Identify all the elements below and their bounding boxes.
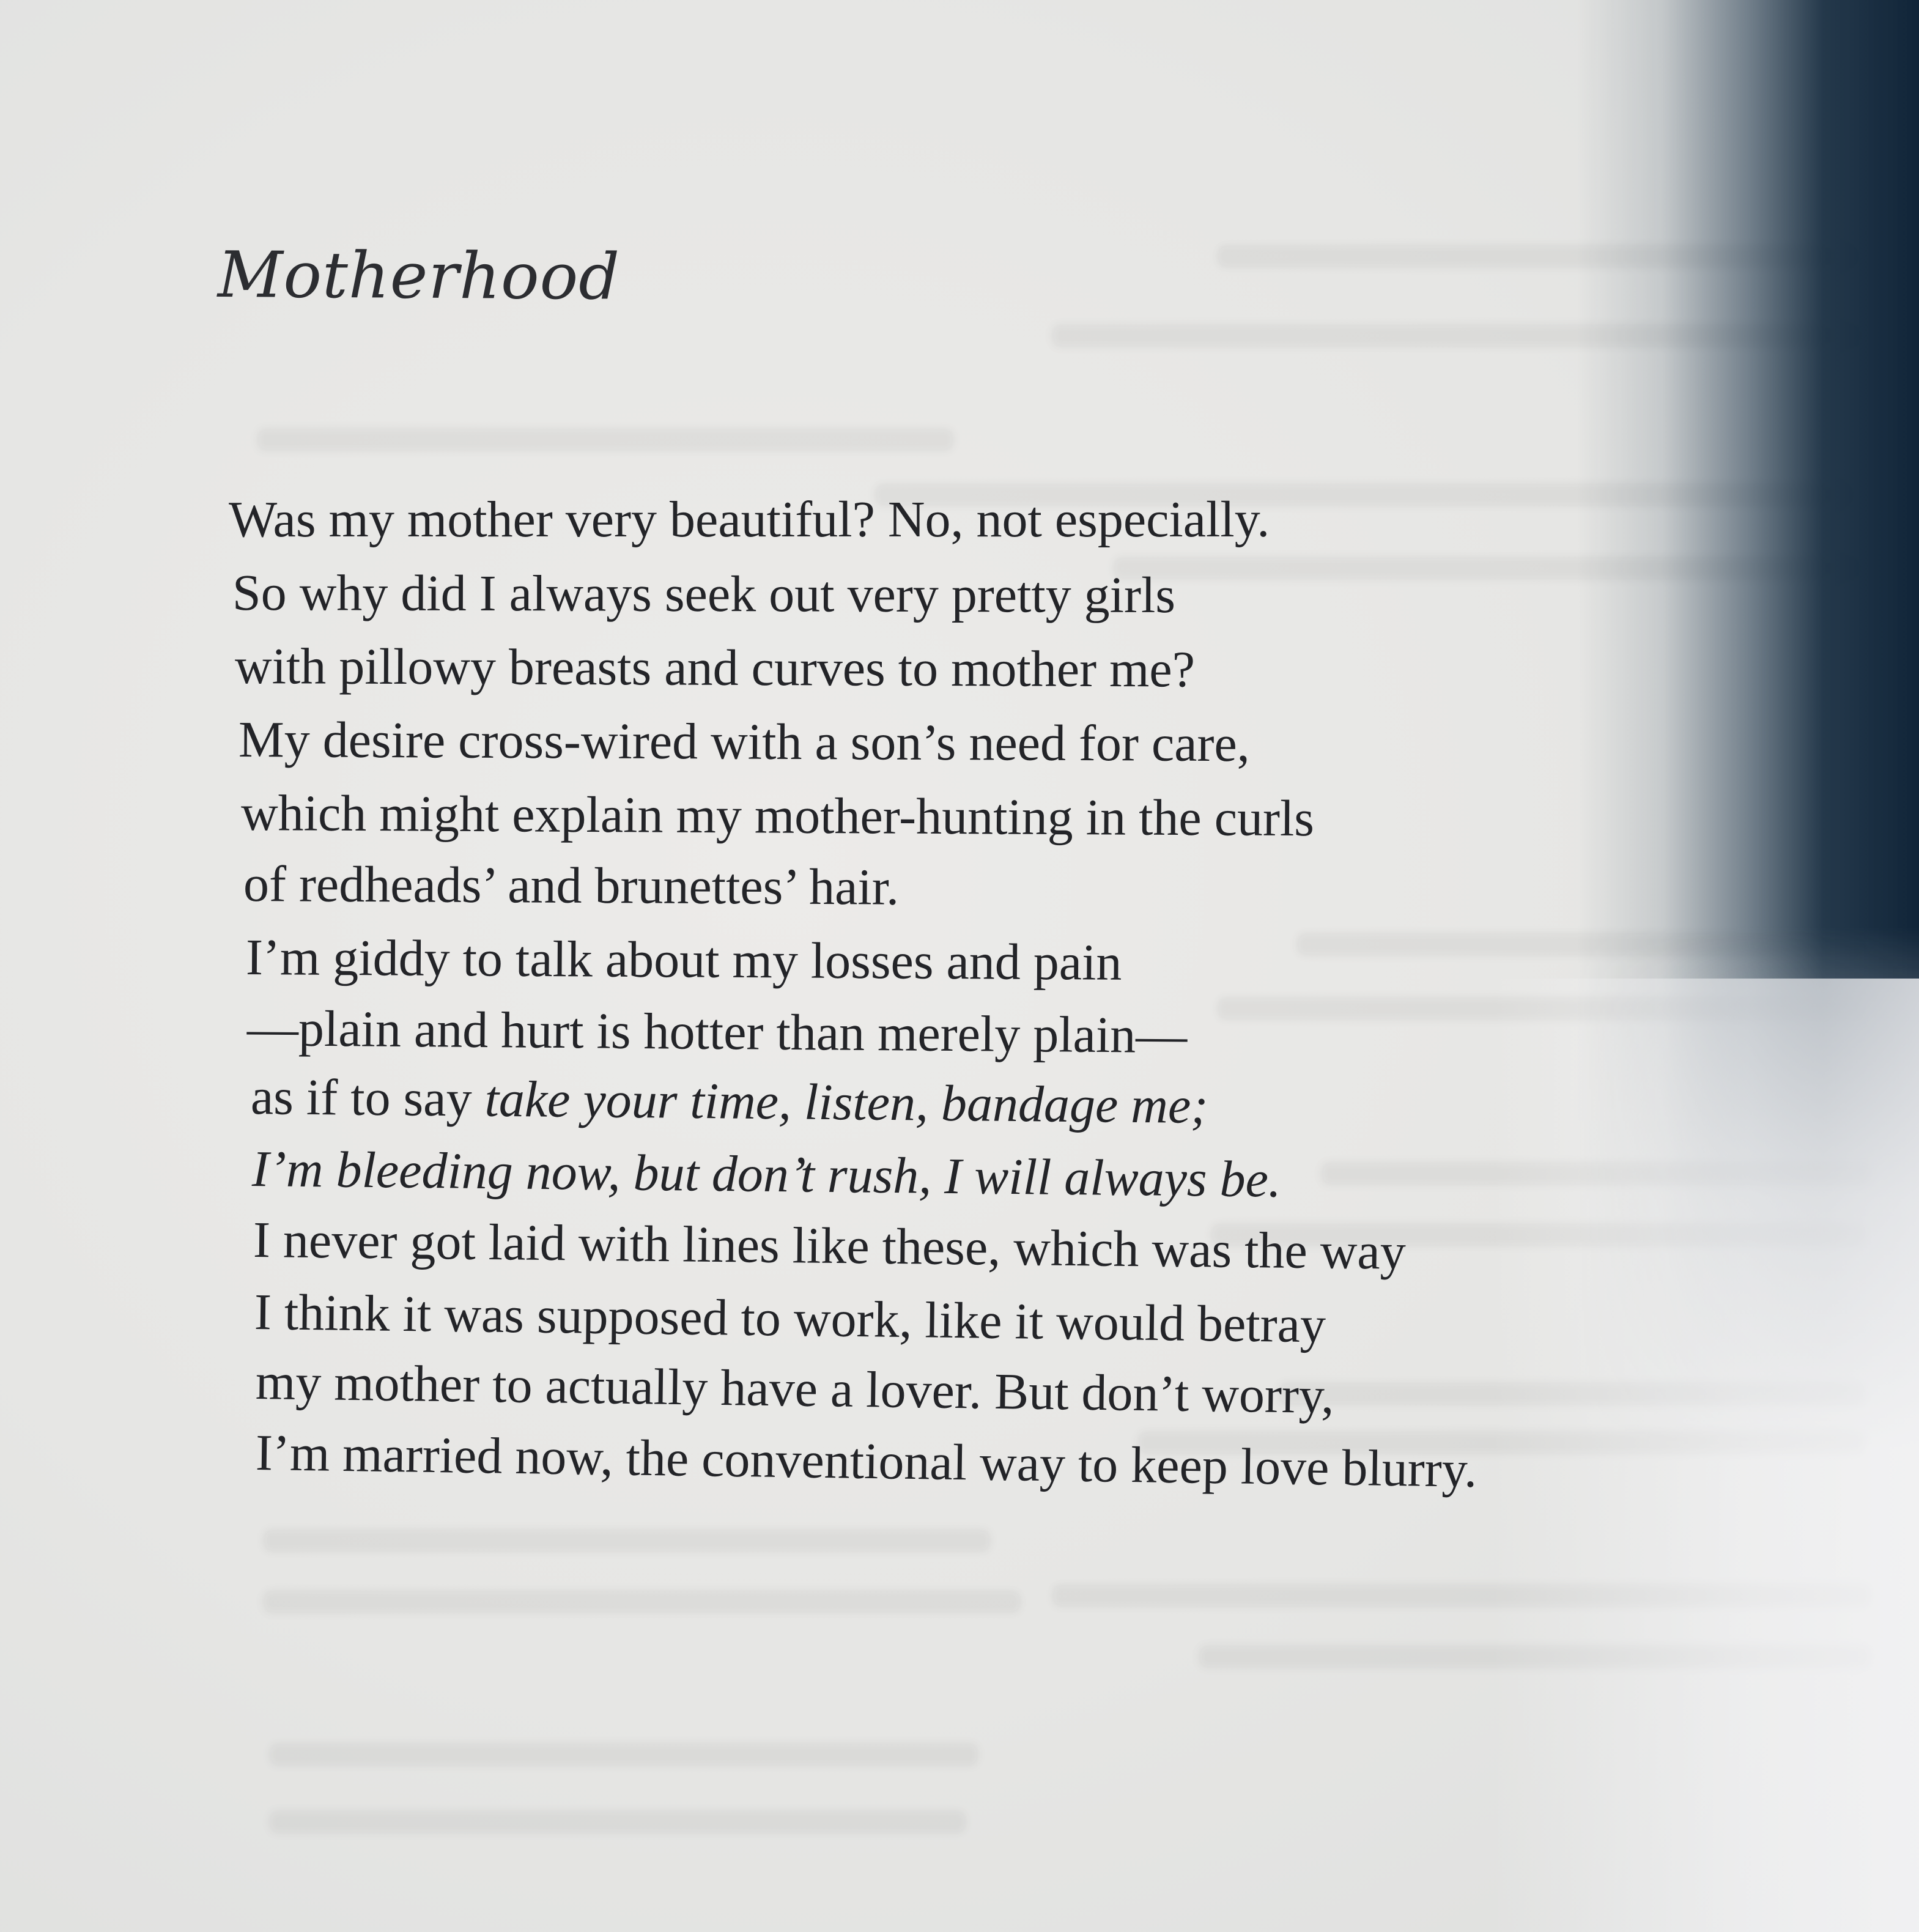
- poem-line: I think it was supposed to work, like it would betray: [254, 1284, 1326, 1354]
- poem-line: of redheads’ and brunettes’ hair.: [243, 856, 900, 916]
- poem-line: with pillowy breasts and curves to mother me?: [234, 638, 1196, 698]
- poem-line-italic: take your time, listen, bandage me;: [484, 1070, 1208, 1135]
- poem-line: [250, 1068, 1208, 1135]
- poem-line: So why did I always seek out very pretty girls: [232, 564, 1176, 624]
- poem-title: Motherhood: [217, 237, 621, 314]
- poem-line: my mother to actually have a lover. But don’t worry,: [255, 1353, 1335, 1425]
- poem-line: —plain and hurt is hotter than merely plain—: [246, 1000, 1188, 1065]
- poem-line: I’m giddy to talk about my losses and pain: [245, 929, 1122, 991]
- poem-line: I’m married now, the conventional way to keep love blurry.: [255, 1424, 1477, 1498]
- poem-line: Was my mother very beautiful? No, not especially.: [229, 491, 1270, 548]
- poem-line: [251, 1141, 1282, 1208]
- poem-line-prefix: as if to say: [250, 1068, 486, 1128]
- poem-line: My desire cross-wired with a son’s need for care,: [238, 711, 1250, 773]
- poem-line-italic: I’m bleeding now, but don’t rush, I will always be.: [251, 1141, 1282, 1208]
- poem-line: I never got laid with lines like these, which was the way: [253, 1212, 1407, 1281]
- poem-line: which might explain my mother-hunting in the curls: [240, 785, 1315, 848]
